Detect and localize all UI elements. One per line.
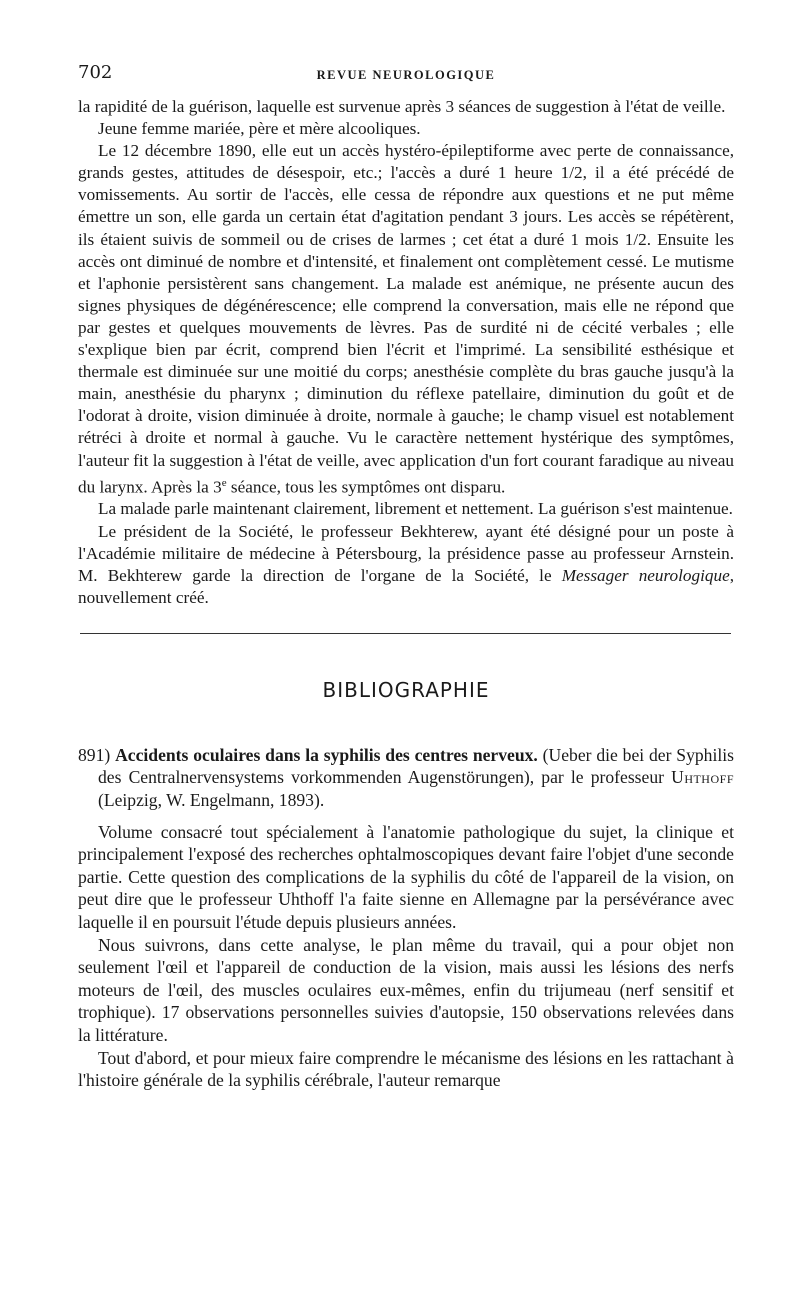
section-divider bbox=[80, 633, 731, 634]
paragraph: Jeune femme mariée, père et mère alcooliques. bbox=[98, 119, 421, 139]
paragraph-text: , nouvellement créé. bbox=[78, 565, 735, 607]
review-body bbox=[78, 821, 734, 1092]
paragraph-text: séance, tous les symptômes ont disparu. bbox=[226, 477, 506, 497]
review-subtitle: (Ueber die bei der Syphilis des Centralnervensystems vorkommenden Augenstörungen), par le professeur bbox=[98, 744, 734, 788]
running-header bbox=[78, 58, 734, 92]
superscript: e bbox=[221, 476, 227, 489]
paragraph-text: Le 12 décembre 1890, elle eut un accès hystéro-épileptiforme avec perte de connaissance, grands gestes, attitudes de désespoir, etc.; l'accès a duré 1 heure 1/2, il a été précédé de vomissements. Au sortir de l'accès, elle cessa de répondre aux questions et ne put même émettre un son, elle garda un certain état d'agitation pendant 3 jours. Les accès se répétèrent, ils étaient suivis de sommeil ou de crises de larmes ; cet état a duré 1 mois 1/2. Ensuite les accès ont diminué de nombre et d'intensité, et finalement ont complètement cessé. Le mutisme et l'aphonie persistèrent sans changement. La malade est anémique, ne présente aucun des signes physiques de dégénérescence; elle comprend la conversation, mais elle ne répond que par gestes et quelques mouvements de lèvres. Pas de surdité ni de cécité verbales ; elle s'explique bien par écrit, comprend bien l'écrit et l'imprimé. La sensibilité esthésique et thermale est diminuée sur une moitié du corps; anesthésie complète du bras gauche jusqu'à la main, anesthésie du pharynx ; diminution du réflexe patellaire, diminution du goût et de l'odorat à droite, vision diminuée à droite, normale à gauche; le champ visuel est notablement rétréci à droite et normal à gauche. Vu le caractère nettement hystérique des symptômes, l'auteur fit la suggestion à l'état de veille, avec application d'un fort courant faradique au niveau du larynx. Après la 3 bbox=[78, 141, 734, 497]
paragraph bbox=[78, 521, 734, 609]
section-title: BIBLIOGRAPHIE bbox=[322, 677, 490, 702]
review-number: 891) bbox=[78, 744, 111, 765]
paragraph-text: Le président de la Société, le professeur Bekhterew, ayant été désigné pour un poste à l'Académie militaire de médecine à Pétersbourg, la présidence passe au professeur Arnstein. M. Bekhterew garde la direction de l'organe de la Société, le bbox=[78, 521, 734, 585]
paragraph: Nous suivrons, dans cette analyse, le plan même du travail, qui a pour objet non seulement l'œil et l'appareil de conduction de la vision, mais aussi les lésions des nerfs moteurs de l'œil, des muscles oculaires eux-mêmes, enfin du trijumeau (nerf sensitif et trophique). 17 observations personnelles suivies d'autopsie, 150 observations relevées dans la littérature. bbox=[78, 934, 734, 1046]
paragraph bbox=[78, 140, 734, 498]
paragraph: la rapidité de la guérison, laquelle est survenue après 3 séances de suggestion à l'état de veille. bbox=[78, 97, 726, 116]
review-author: Uhthoff bbox=[671, 767, 734, 788]
review-title: Accidents oculaires dans la syphilis des centres nerveux. bbox=[115, 744, 538, 765]
review-publisher: (Leipzig, W. Engelmann, 1893). bbox=[98, 790, 325, 811]
page-number: 702 bbox=[78, 62, 113, 83]
running-title: REVUE NEUROLOGIQUE bbox=[316, 68, 496, 82]
paragraph: La malade parle maintenant clairement, librement et nettement. La guérison s'est maintenue. bbox=[98, 499, 733, 519]
review-heading bbox=[78, 744, 734, 812]
paragraph: Tout d'abord, et pour mieux faire comprendre le mécanisme des lésions en les rattachant à l'histoire générale de la syphilis cérébrale, l'auteur remarque bbox=[78, 1047, 734, 1091]
review-entry bbox=[78, 744, 734, 1092]
journal-title: Messager neurologique bbox=[561, 565, 730, 585]
paragraph: Volume consacré tout spécialement à l'anatomie pathologique du sujet, la clinique et principalement l'exposé des recherches ophtalmoscopiques devant faire l'objet d'une seconde partie. Cette question des complications de la syphilis du côté de l'appareil de la vision, on peut dire que le professeur Uhthoff l'a faite sienne en Allemagne par la persévérance avec laquelle il en poursuit l'étude depuis plusieurs années. bbox=[78, 821, 734, 933]
article-continuation bbox=[78, 96, 734, 609]
document-page bbox=[78, 58, 734, 1092]
